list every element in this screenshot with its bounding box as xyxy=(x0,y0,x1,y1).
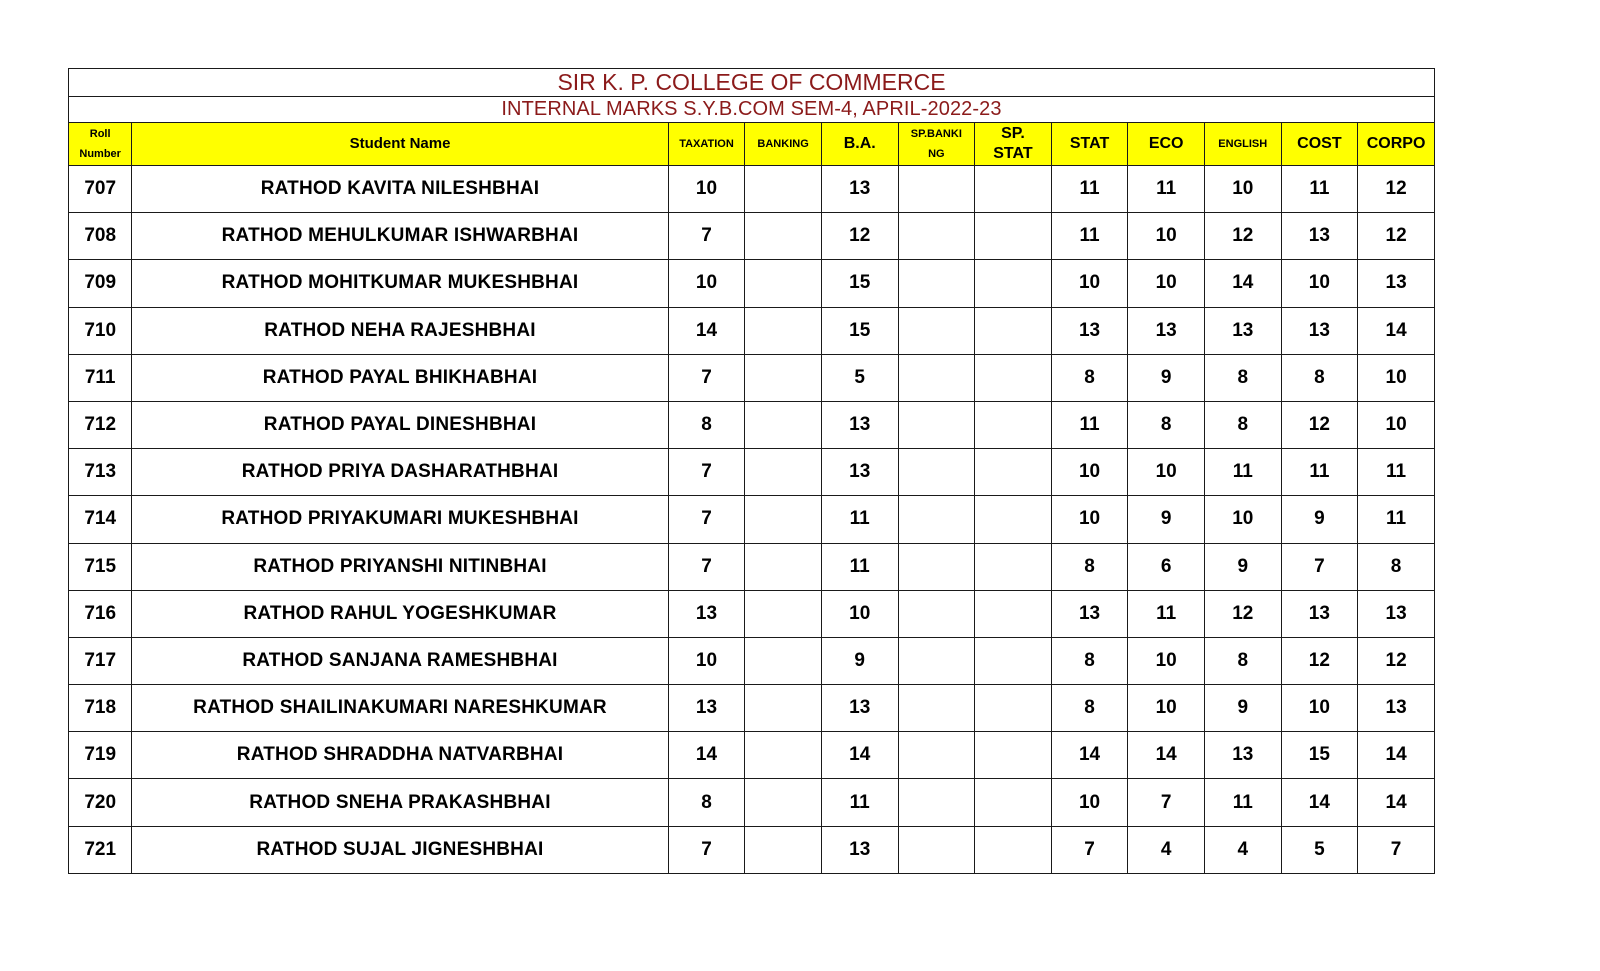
student-name-cell: RATHOD MEHULKUMAR ISHWARBHAI xyxy=(132,213,668,260)
english-mark-cell: 12 xyxy=(1204,590,1281,637)
eco-mark-cell: 11 xyxy=(1128,166,1205,213)
taxation-mark-cell: 7 xyxy=(668,354,745,401)
student-name-cell: RATHOD KAVITA NILESHBHAI xyxy=(132,166,668,213)
sp-banking-mark-cell xyxy=(898,779,975,826)
sp-banking-mark-cell xyxy=(898,732,975,779)
sp-stat-mark-cell xyxy=(975,685,1052,732)
ba-mark-cell: 10 xyxy=(821,590,898,637)
sp-stat-mark-cell xyxy=(975,166,1052,213)
student-name-cell: RATHOD SANJANA RAMESHBHAI xyxy=(132,637,668,684)
eco-mark-cell: 7 xyxy=(1128,779,1205,826)
cost-mark-cell: 13 xyxy=(1281,213,1358,260)
cost-mark-cell: 12 xyxy=(1281,401,1358,448)
stat-mark-cell: 11 xyxy=(1051,166,1128,213)
banking-mark-cell xyxy=(745,307,822,354)
taxation-mark-cell: 7 xyxy=(668,496,745,543)
cost-mark-cell: 10 xyxy=(1281,685,1358,732)
banking-mark-cell xyxy=(745,543,822,590)
ba-mark-cell: 11 xyxy=(821,543,898,590)
stat-mark-cell: 13 xyxy=(1051,307,1128,354)
table-row xyxy=(69,685,1435,732)
stat-mark-cell: 7 xyxy=(1051,826,1128,873)
stat-mark-cell: 14 xyxy=(1051,732,1128,779)
sp-stat-mark-cell xyxy=(975,354,1052,401)
corpo-mark-cell: 7 xyxy=(1358,826,1435,873)
english-mark-cell: 8 xyxy=(1204,354,1281,401)
banking-mark-cell xyxy=(745,637,822,684)
ba-mark-cell: 15 xyxy=(821,307,898,354)
student-name-cell: RATHOD PAYAL DINESHBHAI xyxy=(132,401,668,448)
table-row xyxy=(69,590,1435,637)
cost-mark-cell: 9 xyxy=(1281,496,1358,543)
taxation-mark-cell: 14 xyxy=(668,732,745,779)
english-mark-cell: 14 xyxy=(1204,260,1281,307)
ba-mark-cell: 11 xyxy=(821,779,898,826)
english-mark-cell: 9 xyxy=(1204,685,1281,732)
sp-banking-mark-cell xyxy=(898,826,975,873)
sp-stat-mark-cell xyxy=(975,732,1052,779)
title-row xyxy=(69,69,1435,97)
ba-mark-cell: 13 xyxy=(821,166,898,213)
student-name-cell: RATHOD MOHITKUMAR MUKESHBHAI xyxy=(132,260,668,307)
english-mark-cell: 8 xyxy=(1204,401,1281,448)
taxation-mark-cell: 10 xyxy=(668,166,745,213)
taxation-mark-cell: 7 xyxy=(668,826,745,873)
cost-mark-cell: 11 xyxy=(1281,449,1358,496)
header-sp-stat xyxy=(975,123,1052,166)
stat-mark-cell: 11 xyxy=(1051,401,1128,448)
table-row xyxy=(69,779,1435,826)
banking-mark-cell xyxy=(745,590,822,637)
english-mark-cell: 11 xyxy=(1204,779,1281,826)
cost-mark-cell: 13 xyxy=(1281,307,1358,354)
english-mark-cell: 8 xyxy=(1204,637,1281,684)
roll-number-cell: 716 xyxy=(69,590,132,637)
student-name-cell: RATHOD RAHUL YOGESHKUMAR xyxy=(132,590,668,637)
ba-mark-cell: 13 xyxy=(821,826,898,873)
subtitle-row xyxy=(69,97,1435,123)
sp-banking-mark-cell xyxy=(898,166,975,213)
roll-number-cell: 717 xyxy=(69,637,132,684)
banking-mark-cell xyxy=(745,496,822,543)
roll-number-cell: 720 xyxy=(69,779,132,826)
taxation-mark-cell: 8 xyxy=(668,779,745,826)
ba-mark-cell: 13 xyxy=(821,401,898,448)
cost-mark-cell: 12 xyxy=(1281,637,1358,684)
roll-number-cell: 709 xyxy=(69,260,132,307)
eco-mark-cell: 10 xyxy=(1128,685,1205,732)
cost-mark-cell: 5 xyxy=(1281,826,1358,873)
sp-stat-mark-cell xyxy=(975,590,1052,637)
sp-banking-mark-cell xyxy=(898,543,975,590)
corpo-mark-cell: 10 xyxy=(1358,354,1435,401)
banking-mark-cell xyxy=(745,354,822,401)
table-row xyxy=(69,826,1435,873)
english-mark-cell: 4 xyxy=(1204,826,1281,873)
student-name-cell: RATHOD SHAILINAKUMARI NARESHKUMAR xyxy=(132,685,668,732)
sp-stat-mark-cell xyxy=(975,307,1052,354)
stat-mark-cell: 10 xyxy=(1051,449,1128,496)
corpo-mark-cell: 13 xyxy=(1358,685,1435,732)
english-mark-cell: 11 xyxy=(1204,449,1281,496)
stat-mark-cell: 8 xyxy=(1051,354,1128,401)
sp-banking-mark-cell xyxy=(898,685,975,732)
corpo-mark-cell: 11 xyxy=(1358,449,1435,496)
ba-mark-cell: 11 xyxy=(821,496,898,543)
table-row xyxy=(69,637,1435,684)
exam-subtitle: INTERNAL MARKS S.Y.B.COM SEM-4, APRIL-2022-23 xyxy=(69,97,1435,123)
student-name-cell: RATHOD SNEHA PRAKASHBHAI xyxy=(132,779,668,826)
sp-banking-mark-cell xyxy=(898,213,975,260)
sp-banking-mark-cell xyxy=(898,496,975,543)
banking-mark-cell xyxy=(745,166,822,213)
column-header-row xyxy=(69,123,1435,166)
header-sp-banking xyxy=(898,123,975,166)
taxation-mark-cell: 8 xyxy=(668,401,745,448)
header-stat: STAT xyxy=(1051,123,1128,166)
roll-number-cell: 718 xyxy=(69,685,132,732)
student-name-cell: RATHOD PRIYAKUMARI MUKESHBHAI xyxy=(132,496,668,543)
table-row xyxy=(69,401,1435,448)
corpo-mark-cell: 13 xyxy=(1358,590,1435,637)
table-row xyxy=(69,732,1435,779)
header-cost: COST xyxy=(1281,123,1358,166)
corpo-mark-cell: 13 xyxy=(1358,260,1435,307)
ba-mark-cell: 14 xyxy=(821,732,898,779)
corpo-mark-cell: 10 xyxy=(1358,401,1435,448)
corpo-mark-cell: 14 xyxy=(1358,732,1435,779)
eco-mark-cell: 10 xyxy=(1128,260,1205,307)
sp-stat-mark-cell xyxy=(975,496,1052,543)
sp-stat-mark-cell xyxy=(975,543,1052,590)
cost-mark-cell: 15 xyxy=(1281,732,1358,779)
cost-mark-cell: 8 xyxy=(1281,354,1358,401)
header-banking: BANKING xyxy=(745,123,822,166)
eco-mark-cell: 10 xyxy=(1128,213,1205,260)
roll-number-cell: 719 xyxy=(69,732,132,779)
student-name-cell: RATHOD PRIYANSHI NITINBHAI xyxy=(132,543,668,590)
corpo-mark-cell: 14 xyxy=(1358,779,1435,826)
ba-mark-cell: 9 xyxy=(821,637,898,684)
roll-number-cell: 715 xyxy=(69,543,132,590)
student-name-cell: RATHOD NEHA RAJESHBHAI xyxy=(132,307,668,354)
cost-mark-cell: 13 xyxy=(1281,590,1358,637)
corpo-mark-cell: 11 xyxy=(1358,496,1435,543)
ba-mark-cell: 13 xyxy=(821,449,898,496)
stat-mark-cell: 11 xyxy=(1051,213,1128,260)
taxation-mark-cell: 7 xyxy=(668,449,745,496)
eco-mark-cell: 9 xyxy=(1128,496,1205,543)
eco-mark-cell: 11 xyxy=(1128,590,1205,637)
header-sp-banking-line2: NG xyxy=(928,148,945,160)
table-row xyxy=(69,354,1435,401)
stat-mark-cell: 10 xyxy=(1051,260,1128,307)
banking-mark-cell xyxy=(745,213,822,260)
stat-mark-cell: 10 xyxy=(1051,779,1128,826)
cost-mark-cell: 14 xyxy=(1281,779,1358,826)
header-roll-line2: Number xyxy=(79,148,121,160)
sp-banking-mark-cell xyxy=(898,449,975,496)
banking-mark-cell xyxy=(745,779,822,826)
eco-mark-cell: 8 xyxy=(1128,401,1205,448)
cost-mark-cell: 7 xyxy=(1281,543,1358,590)
sp-stat-mark-cell xyxy=(975,260,1052,307)
sp-stat-mark-cell xyxy=(975,213,1052,260)
sp-stat-mark-cell xyxy=(975,637,1052,684)
sp-stat-mark-cell xyxy=(975,826,1052,873)
roll-number-cell: 707 xyxy=(69,166,132,213)
corpo-mark-cell: 12 xyxy=(1358,213,1435,260)
taxation-mark-cell: 7 xyxy=(668,543,745,590)
banking-mark-cell xyxy=(745,685,822,732)
sp-stat-mark-cell xyxy=(975,401,1052,448)
eco-mark-cell: 14 xyxy=(1128,732,1205,779)
roll-number-cell: 710 xyxy=(69,307,132,354)
roll-number-cell: 712 xyxy=(69,401,132,448)
header-roll-number xyxy=(69,123,132,166)
english-mark-cell: 10 xyxy=(1204,496,1281,543)
eco-mark-cell: 6 xyxy=(1128,543,1205,590)
ba-mark-cell: 13 xyxy=(821,685,898,732)
eco-mark-cell: 4 xyxy=(1128,826,1205,873)
internal-marks-table xyxy=(68,68,1435,874)
student-name-cell: RATHOD PAYAL BHIKHABHAI xyxy=(132,354,668,401)
stat-mark-cell: 10 xyxy=(1051,496,1128,543)
taxation-mark-cell: 13 xyxy=(668,685,745,732)
table-row xyxy=(69,449,1435,496)
sp-banking-mark-cell xyxy=(898,637,975,684)
corpo-mark-cell: 14 xyxy=(1358,307,1435,354)
sp-stat-mark-cell xyxy=(975,779,1052,826)
table-row xyxy=(69,307,1435,354)
stat-mark-cell: 13 xyxy=(1051,590,1128,637)
banking-mark-cell xyxy=(745,260,822,307)
eco-mark-cell: 9 xyxy=(1128,354,1205,401)
student-name-cell: RATHOD SUJAL JIGNESHBHAI xyxy=(132,826,668,873)
table-row xyxy=(69,543,1435,590)
student-name-cell: RATHOD PRIYA DASHARATHBHAI xyxy=(132,449,668,496)
english-mark-cell: 12 xyxy=(1204,213,1281,260)
taxation-mark-cell: 10 xyxy=(668,637,745,684)
english-mark-cell: 13 xyxy=(1204,732,1281,779)
roll-number-cell: 721 xyxy=(69,826,132,873)
banking-mark-cell xyxy=(745,826,822,873)
sp-banking-mark-cell xyxy=(898,401,975,448)
cost-mark-cell: 11 xyxy=(1281,166,1358,213)
taxation-mark-cell: 10 xyxy=(668,260,745,307)
corpo-mark-cell: 12 xyxy=(1358,166,1435,213)
header-english: ENGLISH xyxy=(1204,123,1281,166)
header-corpo: CORPO xyxy=(1358,123,1435,166)
header-taxation: TAXATION xyxy=(668,123,745,166)
table-row xyxy=(69,213,1435,260)
taxation-mark-cell: 7 xyxy=(668,213,745,260)
eco-mark-cell: 13 xyxy=(1128,307,1205,354)
taxation-mark-cell: 13 xyxy=(668,590,745,637)
banking-mark-cell xyxy=(745,732,822,779)
ba-mark-cell: 12 xyxy=(821,213,898,260)
college-title: SIR K. P. COLLEGE OF COMMERCE xyxy=(69,69,1435,97)
roll-number-cell: 713 xyxy=(69,449,132,496)
header-sp-stat-line2: STAT xyxy=(993,145,1033,162)
english-mark-cell: 10 xyxy=(1204,166,1281,213)
header-student-name: Student Name xyxy=(132,123,668,166)
ba-mark-cell: 15 xyxy=(821,260,898,307)
student-name-cell: RATHOD SHRADDHA NATVARBHAI xyxy=(132,732,668,779)
stat-mark-cell: 8 xyxy=(1051,543,1128,590)
stat-mark-cell: 8 xyxy=(1051,637,1128,684)
table-row xyxy=(69,496,1435,543)
sp-banking-mark-cell xyxy=(898,307,975,354)
header-sp-banking-line1: SP.BANKI xyxy=(910,128,962,140)
table-row xyxy=(69,260,1435,307)
taxation-mark-cell: 14 xyxy=(668,307,745,354)
header-sp-stat-line1: SP. xyxy=(1001,125,1025,142)
table-row xyxy=(69,166,1435,213)
english-mark-cell: 13 xyxy=(1204,307,1281,354)
cost-mark-cell: 10 xyxy=(1281,260,1358,307)
corpo-mark-cell: 12 xyxy=(1358,637,1435,684)
ba-mark-cell: 5 xyxy=(821,354,898,401)
stat-mark-cell: 8 xyxy=(1051,685,1128,732)
roll-number-cell: 714 xyxy=(69,496,132,543)
eco-mark-cell: 10 xyxy=(1128,449,1205,496)
sp-banking-mark-cell xyxy=(898,590,975,637)
corpo-mark-cell: 8 xyxy=(1358,543,1435,590)
header-eco: ECO xyxy=(1128,123,1205,166)
eco-mark-cell: 10 xyxy=(1128,637,1205,684)
roll-number-cell: 708 xyxy=(69,213,132,260)
roll-number-cell: 711 xyxy=(69,354,132,401)
header-roll-line1: Roll xyxy=(89,128,111,140)
sp-banking-mark-cell xyxy=(898,260,975,307)
sp-stat-mark-cell xyxy=(975,449,1052,496)
header-ba: B.A. xyxy=(821,123,898,166)
banking-mark-cell xyxy=(745,401,822,448)
sp-banking-mark-cell xyxy=(898,354,975,401)
banking-mark-cell xyxy=(745,449,822,496)
english-mark-cell: 9 xyxy=(1204,543,1281,590)
